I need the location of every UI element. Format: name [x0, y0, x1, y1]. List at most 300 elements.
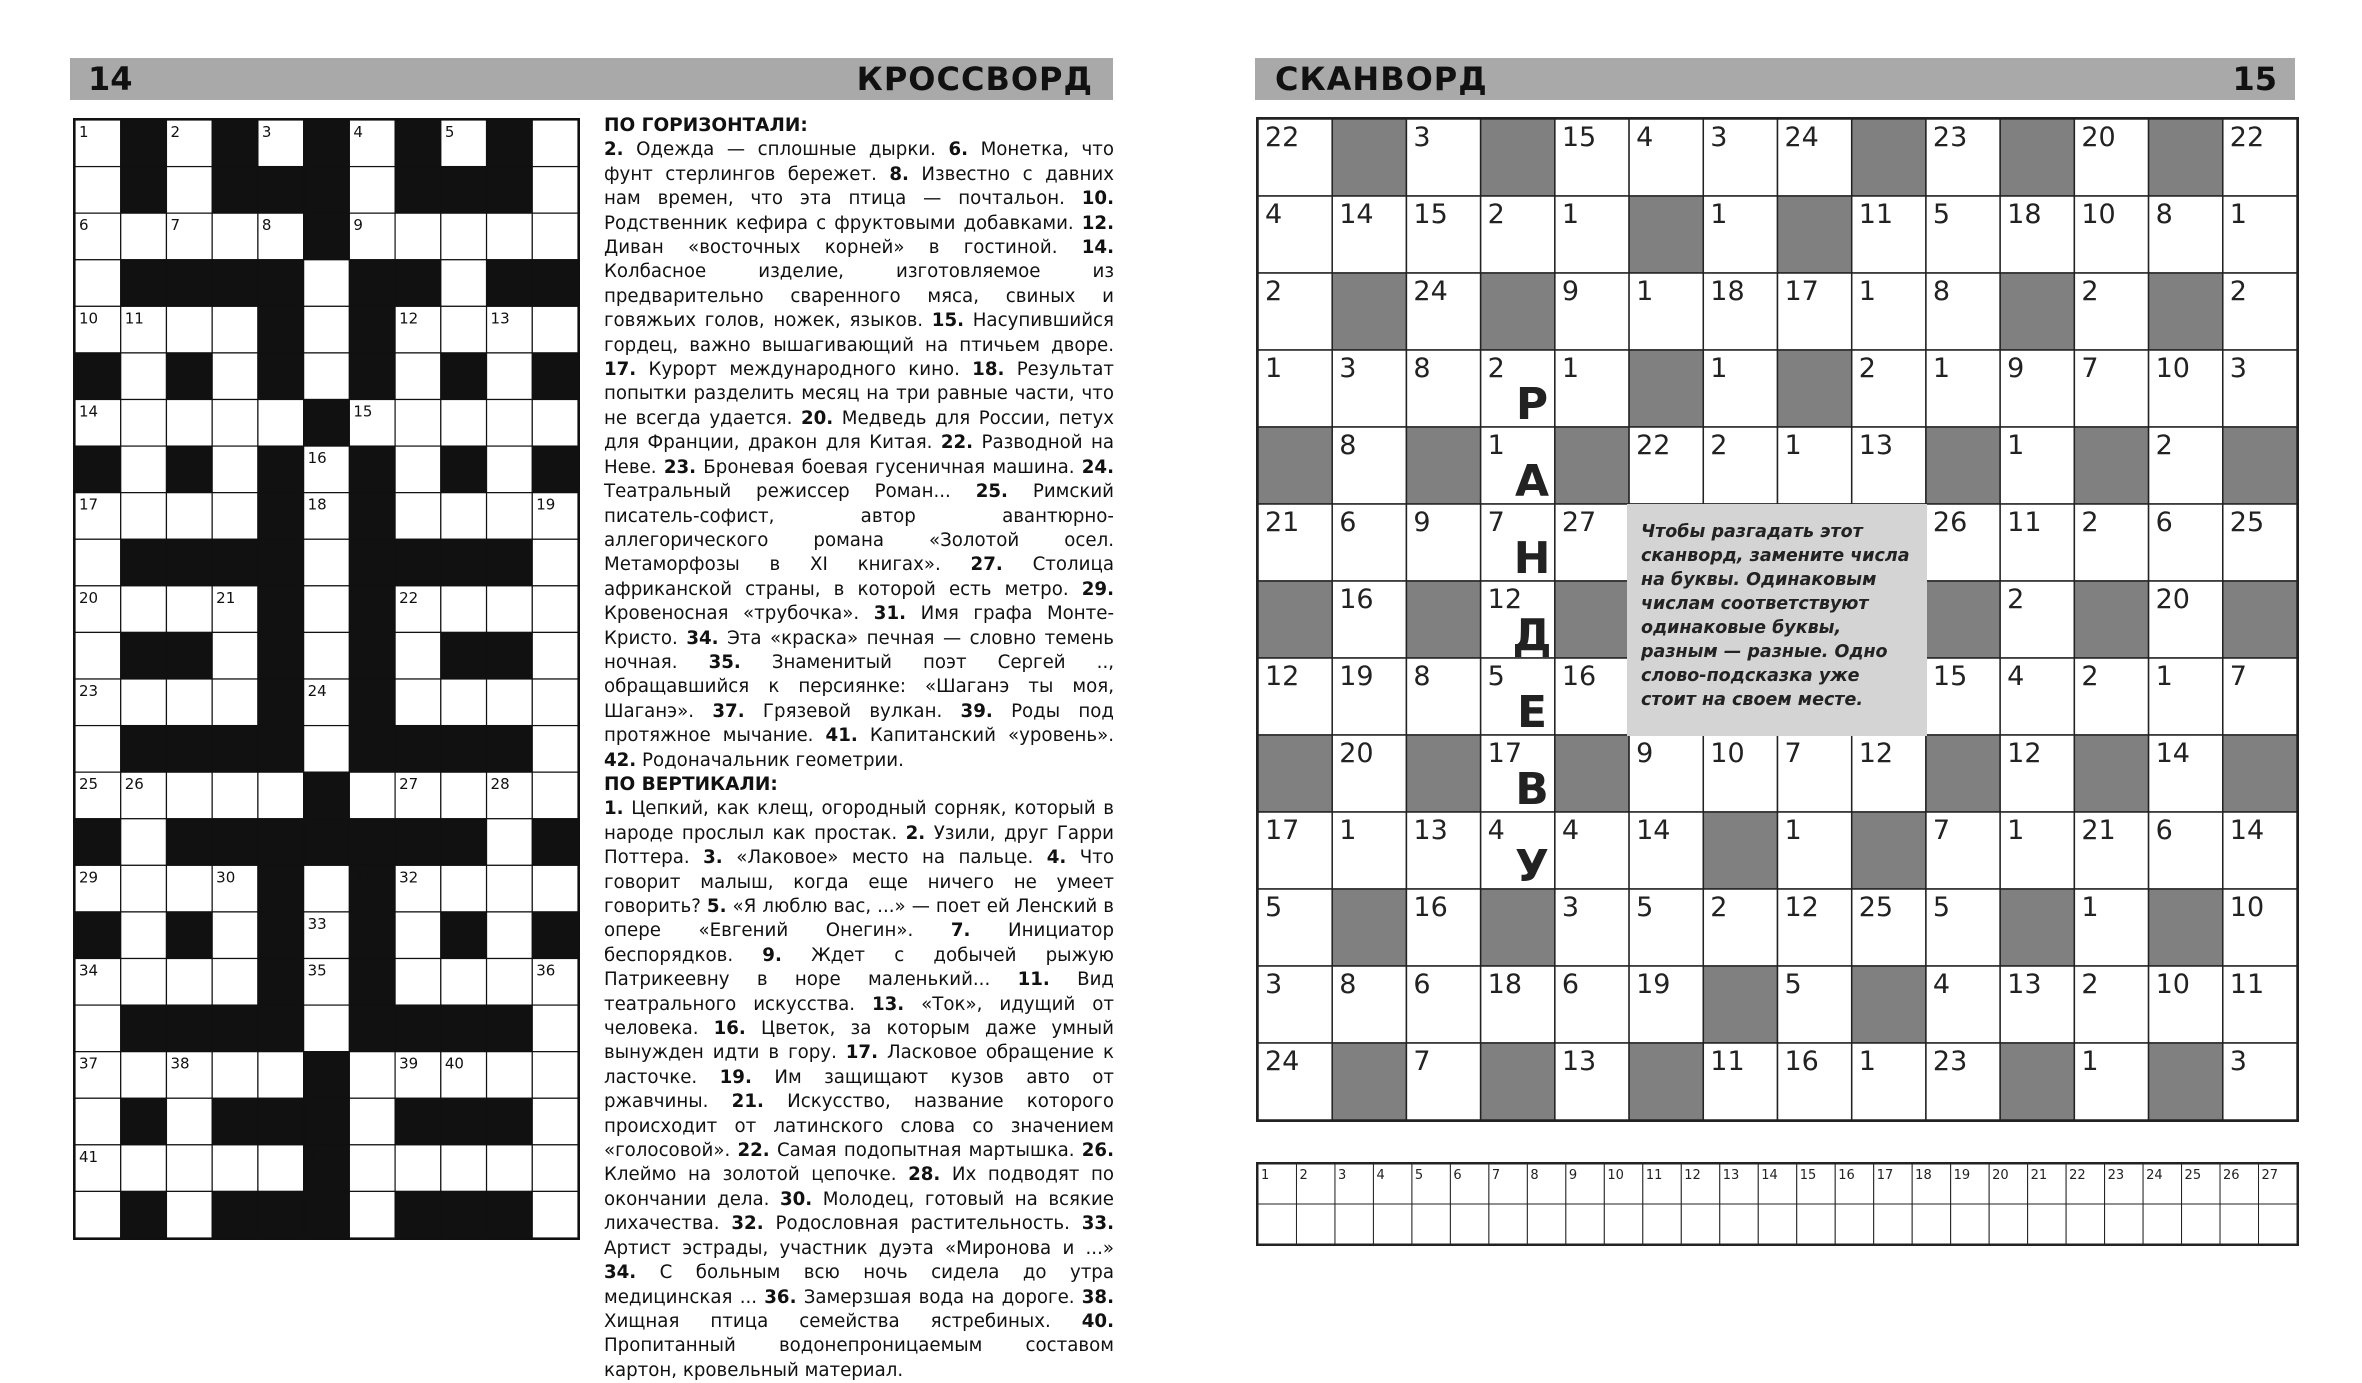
crossword-black-cell — [304, 213, 350, 260]
crossword-cell[interactable] — [349, 1098, 395, 1145]
crossword-cell[interactable] — [395, 213, 441, 260]
key-number: 22 — [2069, 1168, 2086, 1183]
key-letter-cell[interactable] — [1258, 1204, 1296, 1244]
crossword-cell-number: 39 — [399, 1054, 419, 1073]
crossword-black-cell — [395, 167, 441, 214]
key-letter-cell[interactable] — [2105, 1204, 2143, 1244]
scanword-cell-number: 21 — [1265, 507, 1300, 538]
crossword-black-cell — [441, 353, 487, 400]
key-number: 9 — [1568, 1168, 1578, 1183]
clue-number: 3. — [703, 847, 723, 869]
crossword-black-cell — [258, 959, 304, 1006]
scanword-shaded-cell — [1332, 1043, 1406, 1120]
clue-text: Цветок, за которым даже умный вынужден идти в гору. — [604, 1018, 1114, 1064]
crossword-cell[interactable] — [121, 1052, 167, 1099]
crossword-cell-number: 37 — [79, 1054, 99, 1073]
crossword-black-cell — [258, 306, 304, 353]
key-letter-cell[interactable] — [1566, 1204, 1604, 1244]
crossword-black-cell — [258, 493, 304, 540]
crossword-cell[interactable] — [532, 679, 578, 726]
crossword-black-cell — [258, 586, 304, 633]
crossword-cell[interactable] — [395, 353, 441, 400]
scanword-cell-number: 5 — [1265, 892, 1283, 923]
scanword-shaded-cell — [1926, 427, 2000, 504]
crossword-cell[interactable] — [441, 865, 487, 912]
crossword-cell-number: 27 — [399, 775, 419, 794]
key-letter-cell[interactable] — [1527, 1204, 1565, 1244]
crossword-cell[interactable] — [121, 865, 167, 912]
crossword-black-cell — [258, 819, 304, 866]
crossword-black-cell — [166, 726, 212, 773]
crossword-cell[interactable] — [532, 586, 578, 633]
crossword-clues — [604, 114, 1115, 1381]
scanword-cell-number: 9 — [1561, 276, 1580, 307]
crossword-cell[interactable] — [395, 912, 441, 959]
clue-text: Им защищают кузов авто от ржавчины. — [604, 1066, 1114, 1113]
crossword-black-cell — [212, 819, 258, 866]
scanword-cell-number: 4 — [1487, 815, 1505, 846]
crossword-cell[interactable] — [212, 446, 258, 493]
crossword-cell[interactable] — [395, 493, 441, 540]
crossword-cell[interactable] — [121, 213, 167, 260]
crossword-cell[interactable] — [75, 1005, 121, 1052]
crossword-black-cell — [349, 912, 395, 959]
crossword-cell[interactable] — [166, 493, 212, 540]
crossword-cell[interactable] — [395, 1145, 441, 1192]
clue-text: Известно с давних нам времен, что эта птица — почтальон. — [604, 163, 1114, 210]
clue-text: Диван «восточных корней» в гостиной. — [604, 237, 1082, 259]
crossword-black-cell — [121, 1191, 167, 1238]
clue-text: Кровеносная «трубочка». — [604, 603, 874, 625]
crossword-cell[interactable] — [166, 1098, 212, 1145]
crossword-cell-number: 33 — [307, 914, 327, 933]
crossword-cell[interactable] — [166, 679, 212, 726]
clue-number: 24. — [1081, 456, 1114, 478]
crossword-cell[interactable] — [304, 539, 350, 586]
key-letter-cell[interactable] — [1412, 1204, 1450, 1244]
crossword-cell[interactable] — [487, 1052, 533, 1099]
crossword-cell[interactable] — [441, 213, 487, 260]
across-clues — [604, 138, 1114, 773]
crossword-cell[interactable] — [212, 353, 258, 400]
crossword-cell[interactable] — [166, 959, 212, 1006]
scanword-cell-number: 9 — [1636, 738, 1654, 769]
crossword-cell[interactable] — [166, 865, 212, 912]
scanword-shaded-cell — [2000, 273, 2074, 350]
crossword-cell[interactable] — [441, 772, 487, 819]
crossword-cell[interactable] — [532, 772, 578, 819]
crossword-cell[interactable] — [75, 539, 121, 586]
crossword-cell[interactable] — [532, 1145, 578, 1192]
clue-number: 4. — [1046, 847, 1067, 869]
key-letter-cell[interactable] — [2066, 1204, 2104, 1244]
crossword-black-cell — [395, 819, 441, 866]
crossword-black-cell — [441, 1098, 487, 1145]
clue-number: 17. — [604, 359, 637, 381]
crossword-cell[interactable] — [532, 1052, 578, 1099]
crossword-cell[interactable] — [441, 493, 487, 540]
crossword-black-cell — [441, 1005, 487, 1052]
scanword-cell-number: 3 — [1413, 122, 1431, 153]
scanword-shaded-cell — [2074, 581, 2148, 658]
right-page-header — [1255, 58, 2295, 100]
clue-text: Медведь для России, петух для Франции, дракон для Китая. — [604, 407, 1114, 454]
crossword-cell[interactable] — [349, 772, 395, 819]
crossword-cell[interactable] — [166, 400, 212, 447]
key-letter-cell[interactable] — [1450, 1204, 1488, 1244]
clue-number: 21. — [731, 1091, 764, 1113]
crossword-cell[interactable] — [212, 679, 258, 726]
clue-text: «Ток», идущий от человека. — [604, 993, 1114, 1040]
crossword-cell[interactable] — [258, 772, 304, 819]
crossword-cell[interactable] — [166, 306, 212, 353]
scanword-cell-number: 18 — [1487, 969, 1523, 1000]
crossword-cell[interactable] — [166, 586, 212, 633]
crossword-cell[interactable] — [304, 632, 350, 679]
crossword-cell[interactable] — [441, 959, 487, 1006]
crossword-cell[interactable] — [532, 400, 578, 447]
crossword-black-cell — [532, 446, 578, 493]
crossword-cell-number: 7 — [170, 216, 181, 235]
clue-number: 29. — [1081, 578, 1114, 600]
crossword-cell[interactable] — [487, 1145, 533, 1192]
crossword-cell[interactable] — [349, 1052, 395, 1099]
crossword-cell[interactable] — [212, 493, 258, 540]
crossword-cell[interactable] — [487, 679, 533, 726]
key-letter-cell[interactable] — [1643, 1204, 1681, 1244]
clue-text: Замерзшая вода на дороге. — [796, 1286, 1082, 1308]
crossword-black-cell — [441, 446, 487, 493]
clue-number: 36. — [764, 1286, 797, 1308]
crossword-cell[interactable] — [166, 1191, 212, 1238]
crossword-cell[interactable] — [532, 865, 578, 912]
crossword-cell[interactable] — [441, 679, 487, 726]
crossword-cell[interactable] — [75, 632, 121, 679]
crossword-cell[interactable] — [121, 1145, 167, 1192]
key-letter-cell[interactable] — [1681, 1204, 1719, 1244]
crossword-cell[interactable] — [304, 586, 350, 633]
clue-text: Родственник кефира с фруктовыми добавками. — [604, 212, 1082, 234]
crossword-cell[interactable] — [121, 446, 167, 493]
crossword-cell[interactable] — [121, 679, 167, 726]
crossword-cell[interactable] — [349, 1145, 395, 1192]
scanword-cell-number: 22 — [2229, 122, 2265, 153]
clue-number: 23. — [663, 456, 697, 478]
key-number: 11 — [1645, 1168, 1663, 1183]
crossword-cell[interactable] — [258, 1052, 304, 1099]
key-letter-cell[interactable] — [1335, 1204, 1373, 1244]
key-letter-cell[interactable] — [1874, 1204, 1912, 1244]
clue-text: Курорт международного кино. — [636, 359, 973, 381]
crossword-cell[interactable] — [75, 260, 121, 307]
crossword-cell[interactable] — [487, 353, 533, 400]
crossword-black-cell — [258, 446, 304, 493]
crossword-cell-number: 15 — [353, 402, 373, 421]
crossword-cell[interactable] — [441, 1145, 487, 1192]
scanword-cell-number: 5 — [1487, 661, 1505, 692]
crossword-cell-number: 22 — [399, 588, 419, 607]
crossword-cell[interactable] — [212, 1145, 258, 1192]
crossword-cell[interactable] — [75, 1098, 121, 1145]
key-letter-cell[interactable] — [2220, 1204, 2258, 1244]
crossword-black-cell — [121, 120, 167, 167]
crossword-black-cell — [304, 1052, 350, 1099]
scanword-cell-number: 13 — [1561, 1046, 1597, 1077]
crossword-cell[interactable] — [121, 819, 167, 866]
hint-letter: У — [1515, 841, 1549, 892]
crossword-cell[interactable] — [212, 400, 258, 447]
key-letter-cell[interactable] — [1835, 1204, 1873, 1244]
crossword-black-cell — [75, 819, 121, 866]
scanword-shaded-cell — [1778, 350, 1852, 427]
crossword-cell-number: 38 — [170, 1054, 190, 1073]
crossword-cell[interactable] — [532, 167, 578, 214]
clue-number: 14. — [1081, 237, 1114, 259]
scanword-shaded-cell — [1778, 196, 1852, 273]
crossword-black-cell — [212, 1098, 258, 1145]
scanword-cell-number: 15 — [1932, 661, 1968, 692]
scanword-cell-number: 27 — [1561, 507, 1597, 538]
crossword-cell[interactable] — [166, 167, 212, 214]
scanword-cell-number: 20 — [1339, 738, 1374, 769]
key-letter-cell[interactable] — [1604, 1204, 1642, 1244]
crossword-cell[interactable] — [395, 400, 441, 447]
key-letter-cell[interactable] — [1296, 1204, 1334, 1244]
left-page-title: КРОССВОРД — [856, 60, 1093, 98]
key-letter-cell[interactable] — [2259, 1204, 2297, 1244]
crossword-cell[interactable] — [532, 213, 578, 260]
key-letter-cell[interactable] — [2028, 1204, 2066, 1244]
crossword-cell[interactable] — [532, 539, 578, 586]
hint-letter: Е — [1516, 687, 1548, 738]
key-letter-cell[interactable] — [1989, 1204, 2027, 1244]
key-letter-cell[interactable] — [1720, 1204, 1758, 1244]
crossword-black-cell — [121, 1098, 167, 1145]
crossword-cell[interactable] — [304, 260, 350, 307]
scanword-cell-number: 2 — [2229, 276, 2247, 307]
crossword-cell[interactable] — [487, 865, 533, 912]
crossword-cell[interactable] — [166, 772, 212, 819]
crossword-cell[interactable] — [441, 400, 487, 447]
scanword-cell-number: 13 — [2007, 969, 2042, 1000]
crossword-cell[interactable] — [487, 446, 533, 493]
crossword-black-cell — [166, 912, 212, 959]
crossword-cell[interactable] — [349, 167, 395, 214]
scanword-cell-number: 13 — [1413, 815, 1448, 846]
crossword-cell[interactable] — [487, 912, 533, 959]
crossword-cell[interactable] — [121, 912, 167, 959]
hint-letter: Н — [1513, 533, 1551, 584]
crossword-cell[interactable] — [212, 213, 258, 260]
key-number: 18 — [1915, 1168, 1932, 1183]
key-letter-cell[interactable] — [2143, 1204, 2181, 1244]
crossword-cell[interactable] — [487, 819, 533, 866]
scanword-cell-number: 6 — [1413, 969, 1431, 1000]
scanword-shaded-cell — [1258, 581, 1332, 658]
crossword-cell[interactable] — [75, 1191, 121, 1238]
crossword-cell[interactable] — [121, 959, 167, 1006]
clue-number: 2. — [905, 822, 926, 844]
scanword-cell-number: 1 — [2081, 1046, 2099, 1077]
clue-number: 35. — [708, 651, 741, 673]
crossword-black-cell — [349, 306, 395, 353]
crossword-black-cell — [487, 632, 533, 679]
crossword-cell[interactable] — [304, 865, 350, 912]
key-letter-cell[interactable] — [1797, 1204, 1835, 1244]
crossword-black-cell — [349, 493, 395, 540]
clue-text: С больным всю ночь сидела до утра медицинская ... — [604, 1262, 1114, 1308]
key-number: 3 — [1337, 1168, 1347, 1183]
crossword-cell[interactable] — [532, 632, 578, 679]
crossword-black-cell — [304, 772, 350, 819]
crossword-cell[interactable] — [395, 959, 441, 1006]
crossword-cell[interactable] — [121, 586, 167, 633]
crossword-cell[interactable] — [258, 1145, 304, 1192]
crossword-cell[interactable] — [212, 959, 258, 1006]
key-letter-cell[interactable] — [1758, 1204, 1796, 1244]
scanword-shaded-cell — [1703, 966, 1777, 1043]
scanword-cell-number: 15 — [1413, 199, 1448, 230]
crossword-black-cell — [258, 726, 304, 773]
crossword-black-cell — [487, 1191, 533, 1238]
crossword-cell[interactable] — [212, 1052, 258, 1099]
crossword-cell[interactable] — [212, 772, 258, 819]
crossword-cell[interactable] — [532, 1191, 578, 1238]
scanword-cell-number: 21 — [2081, 815, 2116, 846]
scanword-shaded-cell — [1555, 735, 1629, 812]
crossword-cell[interactable] — [212, 632, 258, 679]
crossword-black-cell — [258, 1098, 304, 1145]
scanword-cell-number: 9 — [1413, 507, 1431, 538]
crossword-cell[interactable] — [212, 912, 258, 959]
key-letter-cell[interactable] — [1373, 1204, 1411, 1244]
crossword-cell[interactable] — [304, 726, 350, 773]
crossword-cell[interactable] — [304, 306, 350, 353]
crossword-cell[interactable] — [532, 306, 578, 353]
crossword-cell[interactable] — [532, 1005, 578, 1052]
crossword-cell[interactable] — [258, 400, 304, 447]
scanword-cell-number: 19 — [1339, 661, 1374, 692]
crossword-cell[interactable] — [121, 353, 167, 400]
scanword-shaded-cell — [2223, 735, 2297, 812]
crossword-cell[interactable] — [487, 213, 533, 260]
key-number: 13 — [1722, 1168, 1740, 1183]
crossword-cell[interactable] — [441, 586, 487, 633]
crossword-cell-number: 4 — [353, 123, 363, 141]
key-number: 16 — [1838, 1168, 1855, 1183]
clue-number: 34. — [686, 627, 719, 649]
crossword-black-cell — [349, 1005, 395, 1052]
crossword-cell[interactable] — [349, 1191, 395, 1238]
crossword-cell[interactable] — [532, 726, 578, 773]
scanword-shaded-cell — [1852, 966, 1926, 1043]
crossword-black-cell — [258, 353, 304, 400]
crossword-black-cell — [166, 632, 212, 679]
crossword-cell[interactable] — [395, 679, 441, 726]
crossword-black-cell — [121, 260, 167, 307]
scanword-shaded-cell — [2149, 889, 2223, 966]
crossword-cell[interactable] — [304, 353, 350, 400]
down-heading: ПО ВЕРТИКАЛИ: — [604, 773, 778, 795]
crossword-black-cell — [166, 819, 212, 866]
crossword-cell[interactable] — [212, 306, 258, 353]
scanword-shaded-cell — [1852, 812, 1926, 889]
crossword-cell[interactable] — [75, 726, 121, 773]
scanword-cell-number: 5 — [1932, 199, 1951, 230]
crossword-cell[interactable] — [487, 586, 533, 633]
crossword-cell[interactable] — [441, 260, 487, 307]
clue-text: Их подводят по окончании дела. — [604, 1164, 1114, 1210]
scanword-shaded-cell — [1926, 581, 2000, 658]
crossword-black-cell — [304, 120, 350, 167]
crossword-black-cell — [487, 167, 533, 214]
key-letter-cell[interactable] — [2182, 1204, 2220, 1244]
clue-text: Пропитанный водонепроницаемым составом картон, кровельный материал. — [604, 1335, 1114, 1381]
scanword-cell-number: 1 — [1636, 276, 1654, 307]
scanword-cell-number: 8 — [1413, 661, 1431, 692]
crossword-cell[interactable] — [121, 493, 167, 540]
crossword-cell[interactable] — [441, 306, 487, 353]
crossword-cell[interactable] — [75, 167, 121, 214]
scanword-cell-number: 4 — [1561, 815, 1580, 846]
scanword-cell-number: 1 — [1784, 430, 1802, 461]
crossword-cell-number: 8 — [261, 216, 272, 235]
scanword-cell-number: 1 — [1858, 1046, 1876, 1077]
crossword-cell[interactable] — [487, 400, 533, 447]
crossword-cell[interactable] — [532, 1098, 578, 1145]
scanword-cell-number: 6 — [2155, 815, 2173, 846]
clue-number: 8. — [889, 163, 909, 185]
scanword-cell-number: 11 — [2229, 969, 2265, 1000]
clue-number: 20. — [800, 407, 834, 429]
scanword-shaded-cell — [1555, 427, 1629, 504]
scanword-cell-number: 16 — [1784, 1046, 1819, 1077]
crossword-black-cell — [258, 1005, 304, 1052]
clue-number: 13. — [871, 993, 905, 1015]
scanword-cell-number: 11 — [1858, 199, 1894, 230]
crossword-cell[interactable] — [304, 1005, 350, 1052]
scanword-cell-number: 4 — [1265, 199, 1283, 230]
key-letter-cell[interactable] — [1489, 1204, 1527, 1244]
key-number: 12 — [1684, 1168, 1701, 1183]
scanword-cell-number: 22 — [1636, 430, 1671, 461]
crossword-cell[interactable] — [487, 493, 533, 540]
key-letter-cell[interactable] — [1912, 1204, 1950, 1244]
crossword-cell[interactable] — [166, 1145, 212, 1192]
key-number: 17 — [1876, 1168, 1894, 1183]
crossword-cell[interactable] — [395, 446, 441, 493]
scanword-cell-number: 4 — [2007, 661, 2025, 692]
clue-number: 5. — [706, 896, 727, 917]
crossword-cell[interactable] — [121, 400, 167, 447]
scanword-shaded-cell — [1852, 119, 1926, 196]
scanword-cell-number: 14 — [1339, 199, 1374, 230]
crossword-black-cell — [395, 726, 441, 773]
crossword-black-cell — [395, 539, 441, 586]
scanword-cell-number: 7 — [2081, 353, 2099, 384]
key-letter-cell[interactable] — [1951, 1204, 1989, 1244]
key-number: 19 — [1953, 1168, 1971, 1183]
key-number: 25 — [2184, 1168, 2202, 1183]
hint-word — [1505, 366, 1559, 905]
crossword-black-cell — [212, 167, 258, 214]
crossword-cell[interactable] — [487, 959, 533, 1006]
scanword-shaded-cell — [1629, 350, 1703, 427]
crossword-cell[interactable] — [532, 120, 578, 167]
crossword-cell[interactable] — [395, 632, 441, 679]
clue-text: Разводной на Неве. — [604, 432, 1114, 478]
scanword-cell-number: 14 — [1636, 815, 1671, 846]
